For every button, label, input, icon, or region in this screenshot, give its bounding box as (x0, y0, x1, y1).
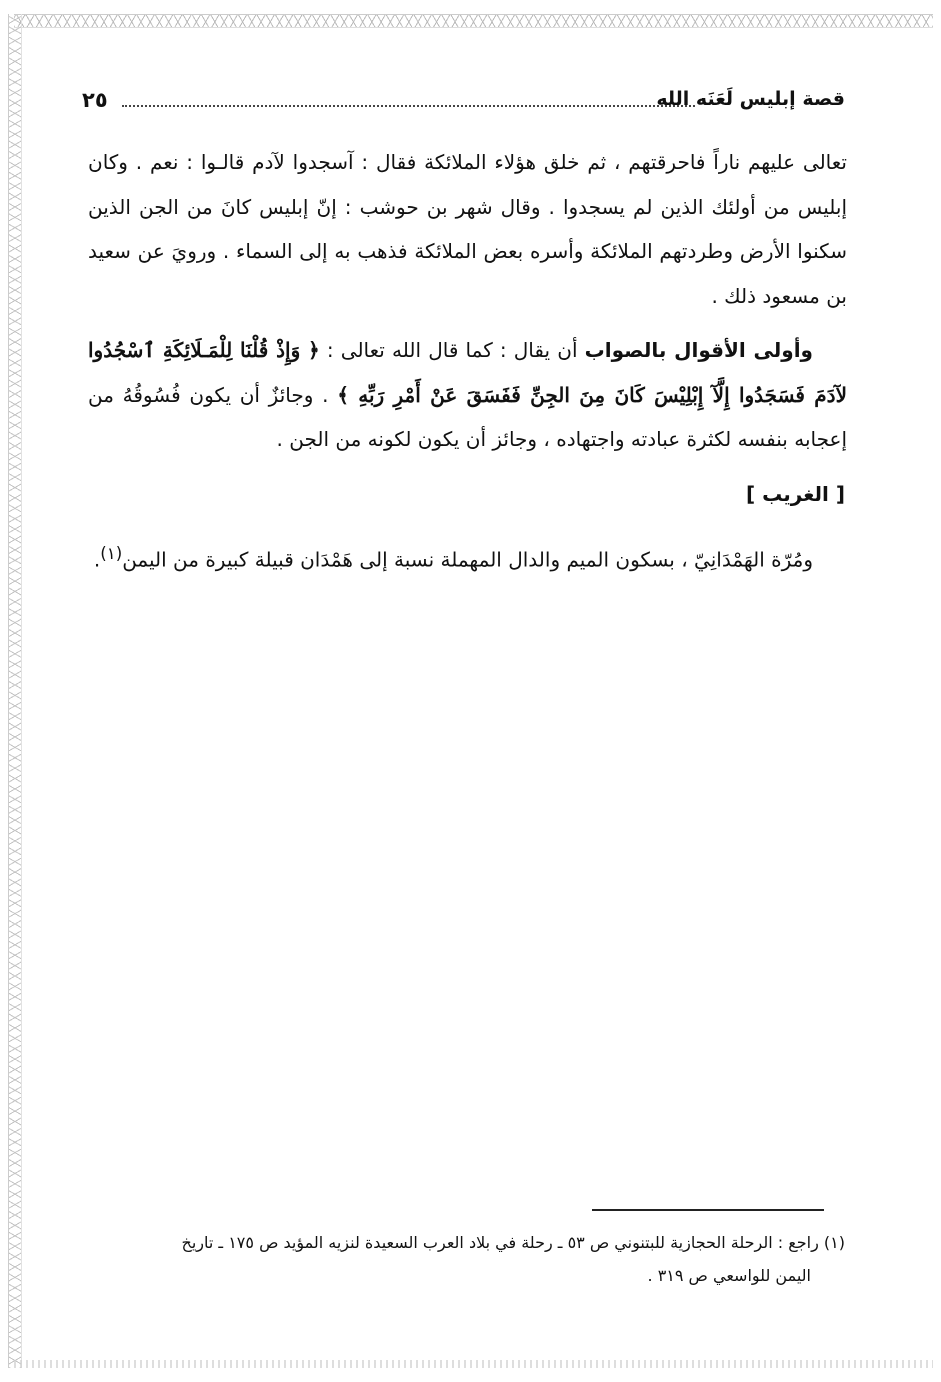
decorative-top-border (14, 14, 933, 28)
footnote-separator (592, 1209, 824, 1211)
header-dotted-leader (122, 105, 695, 107)
footnotes (88, 1226, 845, 1292)
section-heading: [ الغريب ] (746, 481, 845, 506)
paragraph-3 (88, 532, 847, 582)
paragraph-2-text-a: أن يقال : كما قال الله تعالى : (319, 338, 585, 362)
page-header (82, 88, 845, 122)
footnote-line-2: اليمن للواسعي ص ٣١٩ . (647, 1266, 811, 1285)
paragraph-2-lead: وأولى الأقوال بالصواب (584, 338, 813, 362)
footnote-line-1: (١) راجع : الرحلة الحجازية للبتنوني ص ٥٣ ـ رحلة في بلاد العرب السعيدة لنزيه المؤيد ص ١٧٥ ـ تاريخ (181, 1233, 845, 1252)
decorative-side-border (8, 14, 22, 1368)
quran-verse: ﴿ وَإِذْ قُلْنَا لِلْمَـلَائِكَةِ ٱسْجُدُوا لآدَمَ فَسَجَدُوا إِلَّآ إِبْلِيْسَ كَانَ مِنَ الجِنِّ فَفَسَقَ عَنْ أَمْرِ رَبِّهِ ﴾ (88, 338, 847, 407)
paragraph-1: تعالى عليهم ناراً فاحرقتهم ، ثم خلق هؤلاء الملائكة فقال : آسجدوا لآدم قالـوا : نعم . وكان إبليس من أولئك الذين لم يسجدوا . وقال شهر بن حوشب : إنّ إبليس كانَ من الجن الذين سكنوا الأرض وطردتهم الملائكة وأسره بعض الملائكة فذهب به إلى السماء . ورويَ عن سعيد بن مسعود ذلك . (88, 150, 847, 308)
decorative-bottom-border (14, 1360, 933, 1368)
paragraph-3-text: ومُرّة الهَمْدَانِيّ ، بسكون الميم والدال المهملة نسبة إلى هَمْدَان قبيلة كبيرة من اليمن (122, 547, 813, 572)
body-text (88, 140, 847, 582)
paragraph-2 (88, 328, 847, 462)
paragraph-2-text-b: . وجائزٌ أن يكون فُسُوقُهُ من إعجابه بنفسه لكثرة عبادته واجتهاده ، وجائز أن يكون لكونه من الجن . (88, 382, 847, 451)
footnote-marker: (١) (100, 544, 123, 563)
paragraph-3-end: . (93, 547, 101, 572)
page-number: ٢٥ (82, 88, 114, 112)
running-title: قصة إبليس لَعَنَه الله (650, 88, 845, 110)
